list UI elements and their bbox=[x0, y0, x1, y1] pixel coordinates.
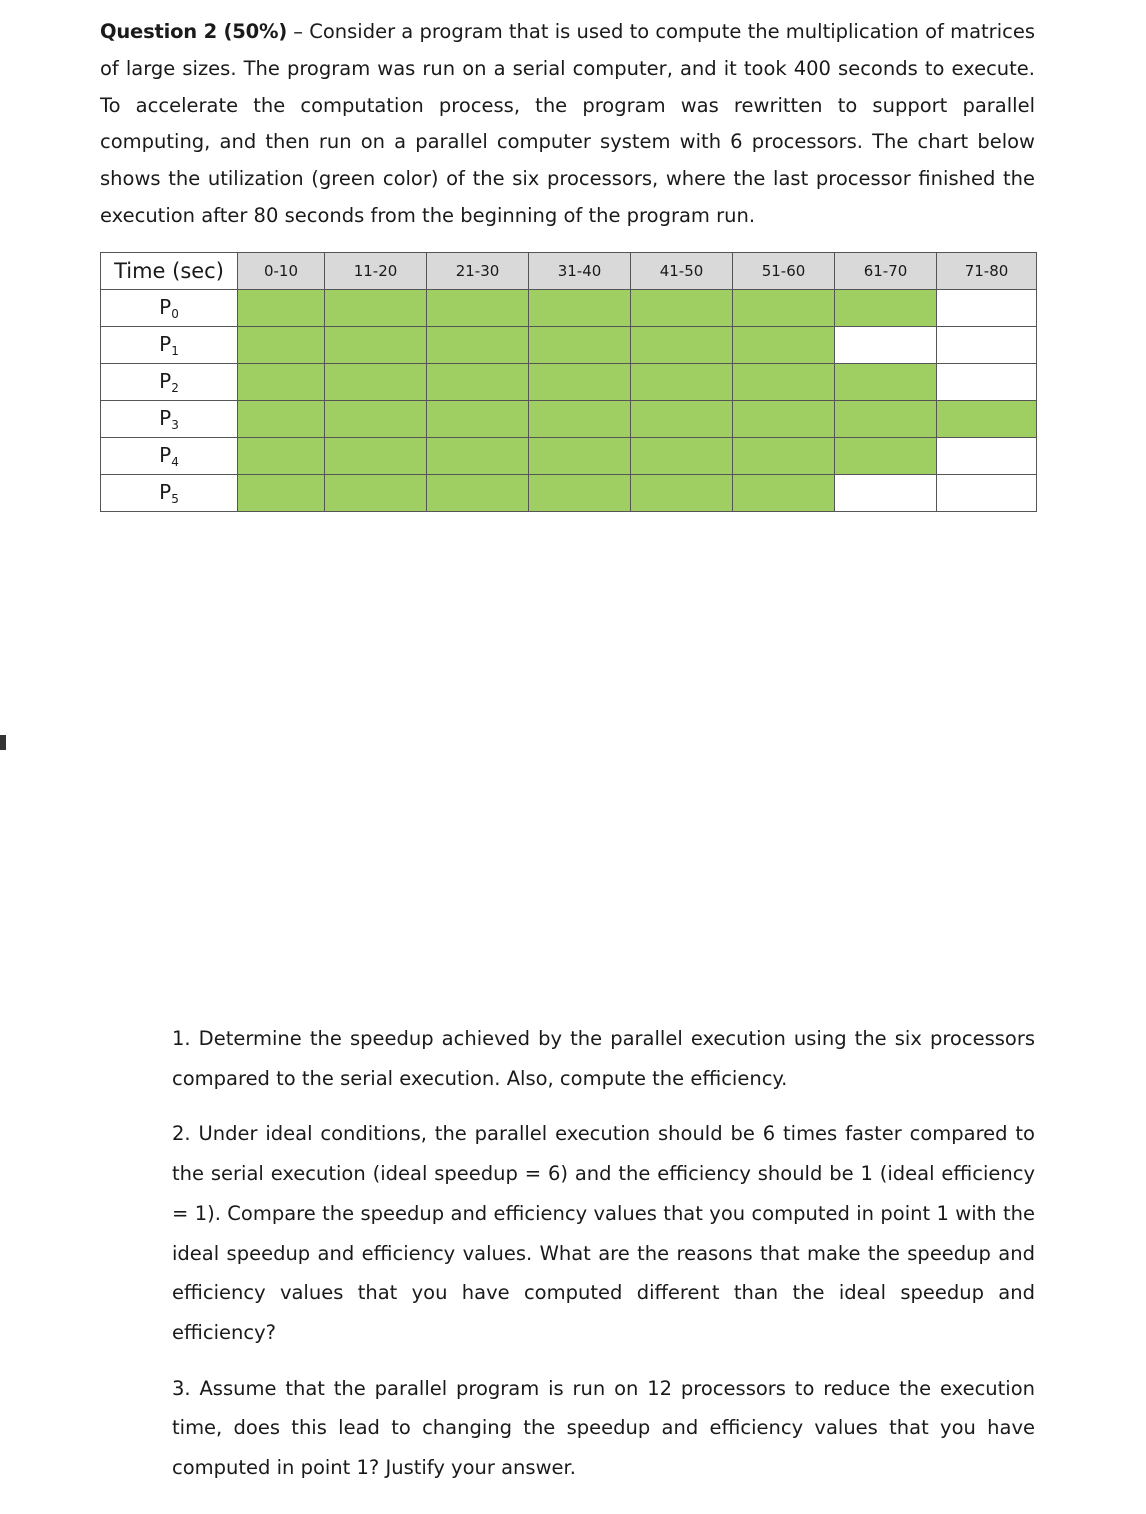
question-item: 1. Determine the speedup achieved by the parallel execution using the six processors compared to the serial execution. Also, compute the efficiency. bbox=[172, 1027, 1035, 1090]
busy-cell bbox=[325, 475, 427, 512]
busy-cell bbox=[631, 364, 733, 401]
busy-cell bbox=[427, 438, 529, 475]
question-text: Consider a program that is used to compute the multiplication of matrices of large sizes. The program was run on a serial computer, and it took 400 seconds to execute. To accelerate the computation process, the program was rewritten to support parallel computing, and then run on a parallel computer system with 6 processors. The chart below shows the utilization (green color) of the six processors, where the last processor finished the execution after 80 seconds from the beginning of the program run. bbox=[100, 20, 1035, 227]
processor-index: 2 bbox=[171, 381, 179, 395]
processor-label bbox=[101, 327, 238, 364]
processor-index: 1 bbox=[171, 344, 179, 358]
processor-label bbox=[101, 364, 238, 401]
idle-cell bbox=[937, 290, 1037, 327]
busy-cell bbox=[733, 475, 835, 512]
busy-cell bbox=[631, 290, 733, 327]
processor-index: 5 bbox=[171, 492, 179, 506]
busy-cell bbox=[733, 401, 835, 438]
busy-cell bbox=[427, 401, 529, 438]
col-header: 21-30 bbox=[427, 253, 529, 290]
utilization-body bbox=[101, 290, 1037, 512]
question-item: 3. Assume that the parallel program is run on 12 processors to reduce the execution time, does this lead to changing the speedup and efficiency values that you have computed in point 1? Justify your answer. bbox=[172, 1376, 1035, 1480]
processor-letter: P bbox=[159, 332, 172, 356]
busy-cell bbox=[529, 438, 631, 475]
busy-cell bbox=[631, 401, 733, 438]
col-header: 11-20 bbox=[325, 253, 427, 290]
busy-cell bbox=[325, 327, 427, 364]
question-item: 2. Under ideal conditions, the parallel execution should be 6 times faster compared to the serial execution (ideal speedup = 6) and the efficiency should be 1 (ideal efficiency = 1). Compare the speedup and efficiency values that you computed in point 1 with the ideal speedup and efficiency values. What are the reasons that make the speedup and efficiency values that you have computed different than the ideal speedup and efficiency? bbox=[172, 1122, 1035, 1344]
processor-letter: P bbox=[159, 295, 172, 319]
busy-cell bbox=[529, 475, 631, 512]
processor-label bbox=[101, 401, 238, 438]
busy-cell bbox=[238, 475, 325, 512]
busy-cell bbox=[835, 401, 937, 438]
busy-cell bbox=[733, 364, 835, 401]
processor-row bbox=[101, 401, 1037, 438]
busy-cell bbox=[529, 364, 631, 401]
busy-cell bbox=[733, 438, 835, 475]
processor-row bbox=[101, 327, 1037, 364]
col-header: 71-80 bbox=[937, 253, 1037, 290]
processor-row bbox=[101, 438, 1037, 475]
busy-cell bbox=[835, 364, 937, 401]
busy-cell bbox=[238, 364, 325, 401]
processor-label bbox=[101, 290, 238, 327]
col-header: 0-10 bbox=[238, 253, 325, 290]
question-title: Question 2 (50%) bbox=[100, 20, 288, 43]
processor-index: 0 bbox=[171, 307, 179, 321]
busy-cell bbox=[238, 401, 325, 438]
idle-cell bbox=[937, 475, 1037, 512]
busy-cell bbox=[238, 327, 325, 364]
processor-label bbox=[101, 438, 238, 475]
question-intro bbox=[100, 14, 1035, 235]
busy-cell bbox=[427, 290, 529, 327]
processor-letter: P bbox=[159, 443, 172, 467]
busy-cell bbox=[238, 438, 325, 475]
busy-cell bbox=[427, 327, 529, 364]
busy-cell bbox=[631, 327, 733, 364]
idle-cell bbox=[835, 327, 937, 364]
processor-index: 4 bbox=[171, 455, 179, 469]
busy-cell bbox=[238, 290, 325, 327]
busy-cell bbox=[325, 438, 427, 475]
col-header: 61-70 bbox=[835, 253, 937, 290]
col-header: 41-50 bbox=[631, 253, 733, 290]
busy-cell bbox=[631, 438, 733, 475]
busy-cell bbox=[937, 401, 1037, 438]
col-header: 31-40 bbox=[529, 253, 631, 290]
header-row bbox=[101, 253, 1037, 290]
busy-cell bbox=[529, 401, 631, 438]
processor-letter: P bbox=[159, 406, 172, 430]
busy-cell bbox=[835, 438, 937, 475]
processor-row bbox=[101, 475, 1037, 512]
busy-cell bbox=[529, 290, 631, 327]
title-dash: – bbox=[287, 20, 310, 43]
idle-cell bbox=[937, 438, 1037, 475]
busy-cell bbox=[325, 290, 427, 327]
busy-cell bbox=[733, 290, 835, 327]
busy-cell bbox=[733, 327, 835, 364]
idle-cell bbox=[937, 364, 1037, 401]
busy-cell bbox=[631, 475, 733, 512]
question-list bbox=[172, 1019, 1035, 1504]
utilization-table bbox=[100, 252, 1037, 512]
busy-cell bbox=[427, 364, 529, 401]
busy-cell bbox=[427, 475, 529, 512]
processor-letter: P bbox=[159, 480, 172, 504]
busy-cell bbox=[325, 401, 427, 438]
time-header: Time (sec) bbox=[101, 253, 238, 290]
idle-cell bbox=[835, 475, 937, 512]
processor-row bbox=[101, 364, 1037, 401]
idle-cell bbox=[937, 327, 1037, 364]
left-edge-mark bbox=[0, 735, 6, 750]
processor-index: 3 bbox=[171, 418, 179, 432]
col-header: 51-60 bbox=[733, 253, 835, 290]
processor-label bbox=[101, 475, 238, 512]
busy-cell bbox=[835, 290, 937, 327]
processor-letter: P bbox=[159, 369, 172, 393]
busy-cell bbox=[325, 364, 427, 401]
busy-cell bbox=[529, 327, 631, 364]
processor-row bbox=[101, 290, 1037, 327]
